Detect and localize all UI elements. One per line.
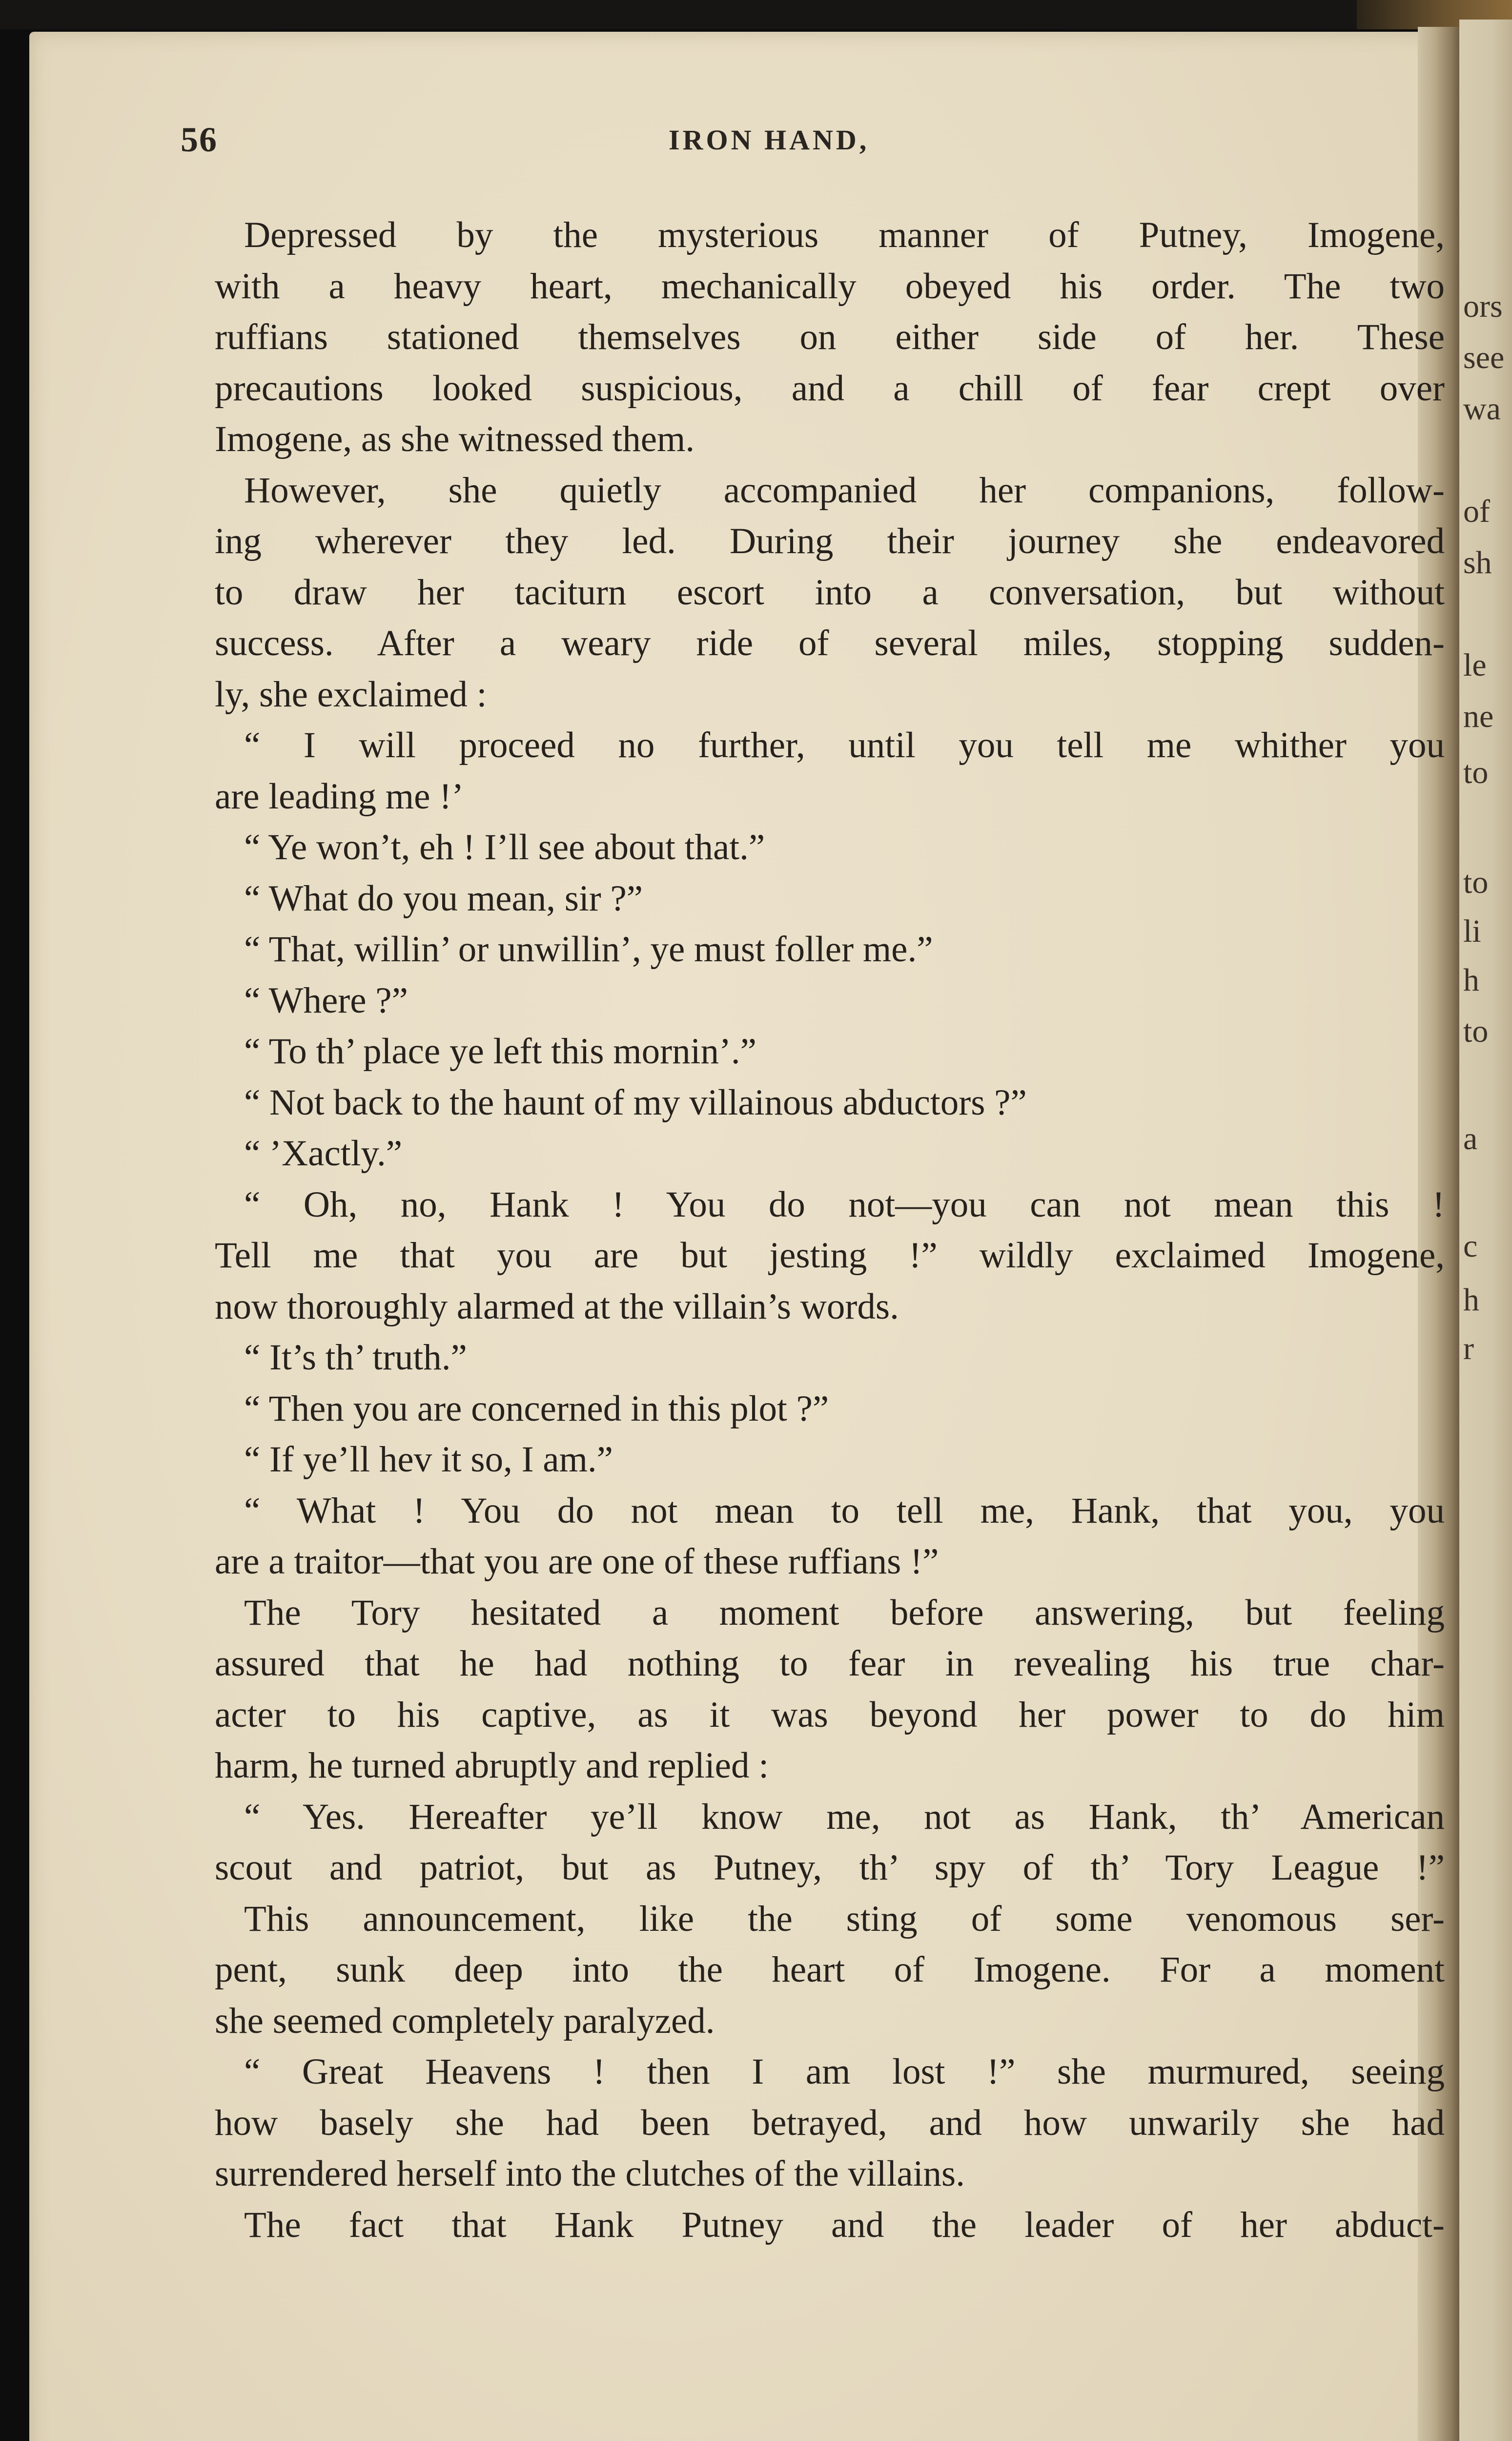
text-line: “ Oh, no, Hank ! You do not—you can not mean this ! xyxy=(244,1184,1445,1225)
paragraph xyxy=(215,924,1445,975)
text-line: The fact that Hank Putney and the leader of her abduct- xyxy=(244,2204,1445,2245)
text-line: “ Not back to the haunt of my villainous abductors ?” xyxy=(244,1082,1027,1123)
text-line: This announcement, like the sting of some venomous ser- xyxy=(244,1898,1445,1939)
facing-fragment: to xyxy=(1463,1014,1489,1049)
text-line: “ If ye’ll hev it so, I am.” xyxy=(244,1439,613,1480)
text-line: “ To th’ place ye left this mornin’.” xyxy=(244,1031,756,1072)
paragraph xyxy=(215,873,1445,925)
paragraph xyxy=(215,1486,1445,1588)
paragraph xyxy=(215,822,1445,873)
text-line: scout and patriot, but as Putney, th’ spy of th’ Tory League !” xyxy=(215,1847,1445,1888)
text-line: “ ’Xactly.” xyxy=(244,1133,403,1174)
text-line: surrendered herself into the clutches of the villains. xyxy=(215,2153,965,2194)
text-line: are leading me !’ xyxy=(215,776,464,817)
text-line: “ Then you are concerned in this plot ?” xyxy=(244,1388,829,1429)
text-line: harm, he turned abruptly and replied : xyxy=(215,1745,769,1786)
paragraph xyxy=(215,1384,1445,1435)
text-line: “ I will proceed no further, until you tell me whither you xyxy=(244,725,1445,765)
text-line: ly, she exclaimed : xyxy=(215,674,487,715)
paragraph xyxy=(215,975,1445,1027)
paragraph xyxy=(215,1894,1445,2047)
text-line: “ That, willin’ or unwillin’, ye must foller me.” xyxy=(244,929,933,970)
text-line: now thoroughly alarmed at the villain’s words. xyxy=(215,1286,899,1327)
text-line: assured that he had nothing to fear in revealing his true char- xyxy=(215,1643,1445,1684)
text-line: Depressed by the mysterious manner of Putney, Imogene, xyxy=(244,215,1445,255)
text-line: Imogene, as she witnessed them. xyxy=(215,419,695,459)
text-line: The Tory hesitated a moment before answering, but feeling xyxy=(244,1592,1445,1633)
facing-fragment: h xyxy=(1463,1282,1479,1318)
paragraph xyxy=(215,1434,1445,1486)
text-line: pent, sunk deep into the heart of Imogene. For a moment xyxy=(215,1949,1445,1990)
text-line: “ Great Heavens ! then I am lost !” she murmured, seeing xyxy=(244,2051,1445,2092)
paragraph xyxy=(215,2047,1445,2200)
page-number: 56 xyxy=(181,120,218,159)
text-line: precautions looked suspicious, and a chill of fear crept over xyxy=(215,368,1445,409)
text-line: success. After a weary ride of several miles, stopping sudden- xyxy=(215,623,1445,663)
facing-page-edge xyxy=(1459,20,1512,2441)
text-line: However, she quietly accompanied her companions, follow- xyxy=(244,470,1445,511)
facing-fragment: h xyxy=(1463,962,1479,998)
text-line: she seemed completely paralyzed. xyxy=(215,2000,715,2041)
paragraph xyxy=(215,2200,1445,2251)
paragraph xyxy=(215,1128,1445,1179)
paragraph xyxy=(215,720,1445,822)
facing-fragment: to xyxy=(1463,755,1489,790)
facing-fragment: sh xyxy=(1463,545,1492,580)
body-text xyxy=(215,210,1445,2251)
facing-fragment: ors xyxy=(1463,289,1503,324)
facing-fragment: le xyxy=(1463,647,1487,683)
text-line: “ Where ?” xyxy=(244,980,408,1021)
running-title: IRON HAND, xyxy=(669,124,870,156)
paragraph xyxy=(215,1792,1445,1894)
paragraph xyxy=(215,465,1445,721)
text-line: acter to his captive, as it was beyond her power to do him xyxy=(215,1694,1445,1735)
text-line: “ Ye won’t, eh ! I’ll see about that.” xyxy=(244,827,765,868)
paragraph xyxy=(215,1077,1445,1129)
text-line: Tell me that you are but jesting !” wildly exclaimed Imogene, xyxy=(215,1235,1445,1276)
facing-fragment: c xyxy=(1463,1228,1478,1264)
facing-fragment: to xyxy=(1463,865,1489,900)
text-line: how basely she had been betrayed, and how unwarily she had xyxy=(215,2102,1445,2143)
text-line: “ It’s th’ truth.” xyxy=(244,1337,467,1378)
facing-fragment: r xyxy=(1463,1331,1474,1366)
text-line: with a heavy heart, mechanically obeyed his order. The two xyxy=(215,266,1445,307)
paragraph xyxy=(215,1332,1445,1384)
paragraph xyxy=(215,1026,1445,1077)
facing-fragment: see xyxy=(1463,340,1505,375)
text-line: to draw her taciturn escort into a conversation, but without xyxy=(215,572,1445,613)
text-line: “ What do you mean, sir ?” xyxy=(244,878,643,919)
text-line: “ What ! You do not mean to tell me, Hank, that you, you xyxy=(244,1490,1445,1531)
facing-fragment: of xyxy=(1463,494,1490,529)
top-edge-strip xyxy=(0,0,1512,29)
facing-fragment: wa xyxy=(1463,391,1501,427)
paragraph xyxy=(215,1179,1445,1333)
text-line: ing wherever they led. During their journey she endeavored xyxy=(215,521,1445,561)
text-line: ruffians stationed themselves on either side of her. These xyxy=(215,317,1445,357)
facing-fragment: ne xyxy=(1463,699,1494,734)
paragraph xyxy=(215,1588,1445,1792)
text-line: are a traitor—that you are one of these ruffians !” xyxy=(215,1541,939,1582)
facing-fragment: li xyxy=(1463,913,1481,949)
paragraph xyxy=(215,210,1445,465)
running-head xyxy=(181,120,1401,164)
facing-fragment: a xyxy=(1463,1121,1478,1157)
text-line: “ Yes. Hereafter ye’ll know me, not as Hank, th’ American xyxy=(244,1796,1445,1837)
